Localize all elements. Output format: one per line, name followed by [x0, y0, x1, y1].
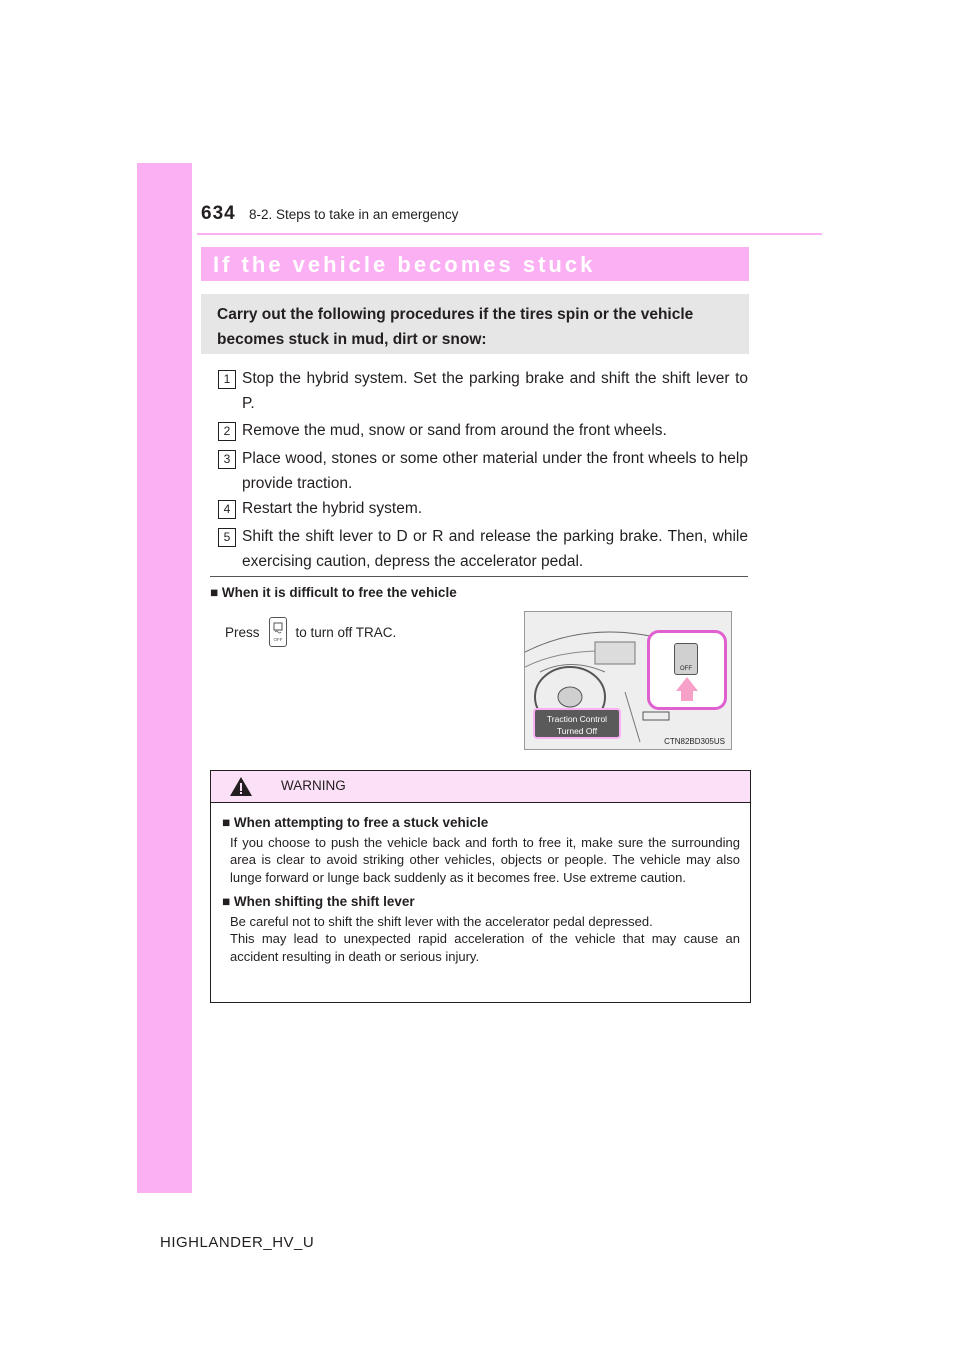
subsection-heading-text: When it is difficult to free the vehicle — [221, 585, 457, 600]
warning-label: WARNING — [281, 778, 346, 793]
warning-triangle-icon — [229, 776, 253, 797]
title-bar — [201, 247, 749, 281]
section-title: 8-2. Steps to take in an emergency — [249, 207, 459, 222]
vsc-off-button-icon — [269, 617, 287, 647]
subsection-heading — [210, 585, 457, 600]
step-text: Remove the mud, snow or sand from around the front wheels. — [242, 422, 667, 439]
step-number: 4 — [218, 500, 236, 519]
warning-paragraph: If you choose to push the vehicle back and forth to free it, make sure the surrounding area is clear to avoid striking other vehicles, objects or people. The vehicle may also lunge forward or lunge back suddenly as it becomes free. Use extreme caution. — [230, 834, 740, 885]
step-text: Stop the hybrid system. Set the parking brake and shift the shift lever to P. — [242, 370, 748, 412]
bullet-square: ■ — [222, 815, 231, 830]
svg-text:OFF: OFF — [273, 637, 283, 642]
warning-body — [222, 814, 740, 965]
figure-code: CTN82BD305US — [664, 737, 725, 746]
step-text: Shift the shift lever to D or R and release the parking brake. Then, while exercising caution, depress the accelerator pedal. — [242, 528, 748, 570]
step-text: Restart the hybrid system. — [242, 500, 423, 517]
step-item — [218, 524, 748, 574]
dashboard-illustration — [524, 611, 732, 750]
arrow-up-icon — [676, 677, 698, 691]
step-number: 3 — [218, 450, 236, 469]
page-title: If the vehicle becomes stuck — [213, 252, 596, 277]
page-number: 634 — [201, 203, 236, 224]
intro-text: Carry out the following procedures if the tires spin or the vehicle becomes stuck in mud, dirt or snow: — [217, 306, 694, 348]
bullet-square: ■ — [210, 585, 219, 600]
section-divider — [210, 576, 748, 577]
side-tab-band — [137, 163, 192, 1193]
vsc-off-switch-icon: OFF — [674, 643, 698, 675]
warning-subheading-text: When shifting the shift lever — [233, 894, 415, 909]
bullet-square: ■ — [222, 894, 231, 909]
warning-box — [210, 770, 751, 1003]
message-line-2: Turned Off — [556, 726, 598, 736]
press-text-after: to turn off TRAC. — [295, 624, 397, 640]
warning-header — [211, 771, 750, 803]
steps-list — [218, 366, 748, 574]
warning-subheading — [222, 893, 740, 911]
arrow-stem — [681, 691, 693, 701]
step-item — [218, 418, 748, 444]
warning-paragraph: This may lead to unexpected rapid acceleration of the vehicle that may cause an accident resulting in death or serious injury. — [230, 931, 740, 964]
message-line-1: Traction Control — [546, 714, 608, 724]
step-text: Place wood, stones or some other material under the front wheels to help provide traction. — [242, 450, 748, 492]
press-text-before: Press — [225, 624, 260, 640]
warning-paragraph: Be careful not to shift the shift lever with the accelerator pedal depressed. — [230, 913, 653, 929]
header-divider — [197, 233, 822, 235]
intro-box — [201, 294, 749, 354]
footer-model-code: HIGHLANDER_HV_U — [160, 1234, 315, 1251]
step-number: 5 — [218, 528, 236, 547]
step-number: 2 — [218, 422, 236, 441]
step-item — [218, 446, 748, 496]
warning-subheading-text: When attempting to free a stuck vehicle — [233, 815, 489, 830]
button-callout — [647, 630, 727, 710]
traction-control-message — [533, 708, 621, 739]
step-item — [218, 366, 748, 416]
press-instruction — [225, 617, 396, 647]
step-item — [218, 496, 748, 522]
step-number: 1 — [218, 370, 236, 389]
warning-subheading — [222, 814, 740, 832]
